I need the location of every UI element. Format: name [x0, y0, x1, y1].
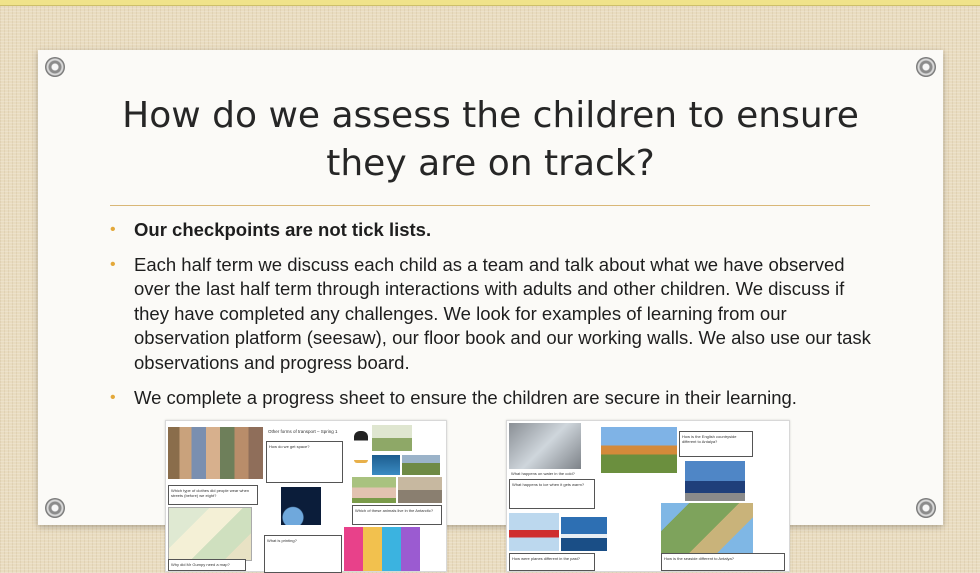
bullet-text: Our checkpoints are not tick lists. — [134, 219, 432, 240]
bullet-item — [108, 253, 878, 376]
bullet-list — [108, 218, 878, 410]
penguin-image — [354, 431, 368, 463]
grommet-icon — [916, 498, 936, 518]
question-box — [168, 559, 246, 571]
question-text: How were planes different in the past? — [512, 556, 580, 561]
bullet-icon: • — [110, 255, 116, 273]
question-box — [509, 479, 595, 509]
question-box — [352, 505, 442, 525]
question-text: What is printing? — [267, 538, 297, 543]
question-text: What happens on water in the cold? — [511, 471, 575, 476]
sheet-heading: Other forms of transport – Spring 1 — [268, 429, 338, 434]
question-text: What happens to ice when it gets warm? — [512, 482, 585, 487]
question-box — [679, 431, 753, 457]
top-edge-bar — [0, 0, 980, 6]
sheep-image — [372, 425, 412, 451]
grommet-icon — [45, 498, 65, 518]
question-text: How do we get space? — [269, 444, 310, 449]
slide — [38, 50, 943, 567]
ice-bag-image — [509, 423, 581, 469]
bullet-icon: • — [110, 388, 116, 406]
map-image — [168, 507, 252, 561]
seals-image — [398, 477, 442, 503]
bullet-item — [108, 218, 878, 243]
countryside-image — [601, 427, 677, 473]
jet-image — [561, 517, 607, 551]
question-text: How is the English countryside different to Antalya? — [682, 434, 737, 444]
question-text: Which of these animals live in the Antarctic? — [355, 508, 434, 513]
bullet-text: We complete a progress sheet to ensure the children are secure in their learning. — [134, 386, 797, 408]
bullet-text: Each half term we discuss each child as a team and talk about what we have observed over the last half term through interactions with adults and other children. We discuss if they have completed any challenges. We look for examples of learning from our observation platform (seesaw), our floor book and our working walls. We also use our task observations and progress board. — [134, 253, 871, 373]
progress-sheet-thumbnail-1 — [165, 420, 447, 572]
building-image — [685, 461, 745, 501]
grommet-icon — [916, 57, 936, 77]
question-text: Which type of clothes did people wear when streets (before) we eight? — [171, 488, 250, 498]
turkey-map-image — [661, 503, 753, 553]
people-clothing-image — [168, 427, 263, 479]
pigs-image — [352, 477, 396, 503]
question-box — [168, 485, 258, 505]
question-box — [661, 553, 785, 571]
bullet-icon: • — [110, 221, 116, 238]
slide-title: How do we assess the children to ensure they are on track? — [122, 95, 859, 184]
title-divider — [110, 205, 870, 206]
question-box — [264, 535, 342, 573]
question-box — [266, 441, 343, 483]
bullet-item — [108, 386, 878, 411]
cows-image — [402, 455, 440, 475]
progress-sheet-thumbnail-2 — [506, 420, 790, 572]
question-text: How is the seaside different to Antalya? — [664, 556, 734, 561]
sea-image — [372, 455, 400, 475]
question-box — [509, 553, 595, 571]
question-text: Why did Mr Gumpy need a map? — [171, 562, 230, 567]
earth-image — [281, 487, 321, 525]
grommet-icon — [45, 57, 65, 77]
pop-art-image — [344, 527, 420, 571]
red-plane-image — [509, 513, 559, 551]
